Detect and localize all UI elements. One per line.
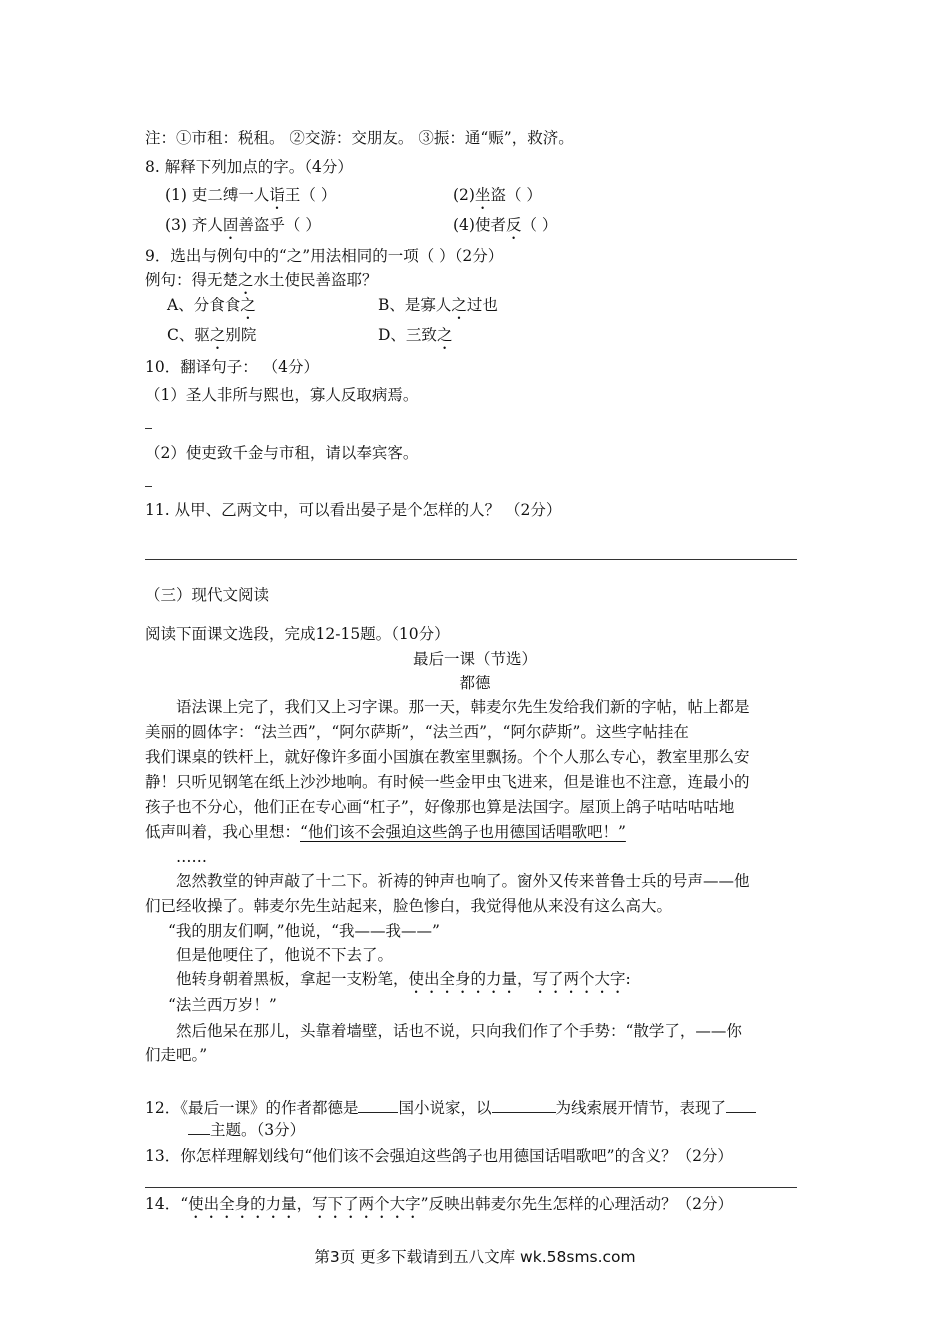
q10-title: 10．翻译句子： （4分） [145,358,320,376]
passage-author: 都德 [459,674,491,692]
passage-ellipsis: …… [176,848,207,866]
q8-item-2: (2)坐盗（ ） [453,186,542,204]
q8-item-3: (3) 齐人固善盗乎（ ） [165,216,321,234]
answer-dash-1 [145,428,152,429]
passage-paragraph-1-line-6: 低声叫着，我心里想：“他们该不会强迫这些鸽子也用德国话唱歌吧！” [145,823,626,841]
q9-option-d: D、三致之 [378,326,453,344]
reading-intro: 阅读下面课文选段，完成12-15题。（10分） [145,625,450,643]
q8-item-4: (4)使者反（ ） [453,216,558,234]
passage-paragraph-2-line-1: 忽然教堂的钟声敲了十二下。祈祷的钟声也响了。窗外又传来普鲁士兵的号声——他 [176,872,750,890]
passage-paragraph-3: “我的朋友们啊，”他说，“我——我——” [168,922,440,940]
q10-sentence-2: （2）使吏致千金与市租，请以奉宾客。 [145,444,419,462]
q10-sentence-1: （1）圣人非所与熙也，寡人反取病焉。 [145,386,419,404]
q12-line-2: 主题。（3分） [188,1118,305,1140]
answer-line [145,559,797,560]
passage-paragraph-7-line-2: 们走吧。” [145,1046,208,1064]
passage-paragraph-1-line-3: 我们课桌的铁杆上，就好像许多面小国旗在教室里飘扬。个个人那么专心，教室里那么安 [145,748,750,766]
passage-paragraph-1-line-1: 语法课上完了，我们又上习字课。那一天，韩麦尔先生发给我们新的字帖，帖上都是 [176,698,750,716]
passage-title: 最后一课（节选） [412,650,537,668]
passage-paragraph-5: 他转身朝着黑板，拿起一支粉笔，使出全身的力量，写了两个大字: [176,970,631,988]
passage-paragraph-4: 但是他哽住了，他说不下去了。 [176,946,394,964]
blank-theme-b[interactable] [188,1118,210,1135]
annotation-note: 注：①市租：税租。 ②交游：交朋友。 ③振：通“赈”，救济。 [145,129,574,147]
q9-option-c: C、驱之别院 [167,326,257,344]
passage-paragraph-1-line-2: 美丽的圆体字：“法兰西”，“阿尔萨斯”，“法兰西”，“阿尔萨斯”。这些字帖挂在 [145,723,689,741]
page-footer: 第3页 更多下载请到五八文库 wk.58sms.com [314,1248,636,1266]
passage-paragraph-1-line-5: 孩子也不分心，他们正在专心画“杠子”，好像那也算是法国字。屋顶上鸽子咕咕咕咕地 [145,798,735,816]
passage-paragraph-1-line-4: 静！只听见钢笔在纸上沙沙地响。有时候一些金甲虫飞进来，但是谁也不注意，连最小的 [145,773,750,791]
q8-title: 8. 解释下列加点的字。（4分） [145,158,353,176]
q14-question: 14．“使出全身的力量，写下了两个大字”反映出韩麦尔先生怎样的心理活动？（2分） [145,1195,733,1213]
blank-clue[interactable] [492,1096,556,1113]
section-heading: （三）现代文阅读 [145,586,270,604]
q8-item-1: (1) 吏二缚一人诣王（ ） [165,186,337,204]
q13-question: 13．你怎样理解划线句“他们该不会强迫这些鸽子也用德国话唱歌吧”的含义？（2分） [145,1147,733,1165]
answer-dash-2 [145,486,152,487]
underlined-sentence: “他们该不会强迫这些鸽子也用德国话唱歌吧！” [300,823,626,841]
blank-theme-a[interactable] [726,1096,756,1113]
answer-line-2 [145,1187,797,1188]
passage-paragraph-2-line-2: 们已经收操了。韩麦尔先生站起来，脸色惨白，我觉得他从来没有这么高大。 [145,897,673,915]
q9-title: 9．选出与例句中的“之”用法相同的一项（ ）（2分） [145,247,504,265]
q9-example: 例句：得无楚之水土使民善盗耶？ [145,271,378,289]
q11-question: 11. 从甲、乙两文中，可以看出晏子是个怎样的人？ （2分） [145,501,562,519]
q9-option-b: B、是寡人之过也 [378,296,498,314]
q12-line-1: 12．《最后一课》的作者都德是 国小说家，以 为线索展开情节，表现了 [145,1096,756,1118]
passage-paragraph-6: “法兰西万岁！” [168,996,277,1014]
q9-option-a: A、分食食之 [167,296,256,314]
passage-paragraph-7-line-1: 然后他呆在那儿，头靠着墙壁，话也不说，只向我们作了个手势：“散学了，——你 [176,1022,742,1040]
blank-nationality[interactable] [358,1096,398,1113]
